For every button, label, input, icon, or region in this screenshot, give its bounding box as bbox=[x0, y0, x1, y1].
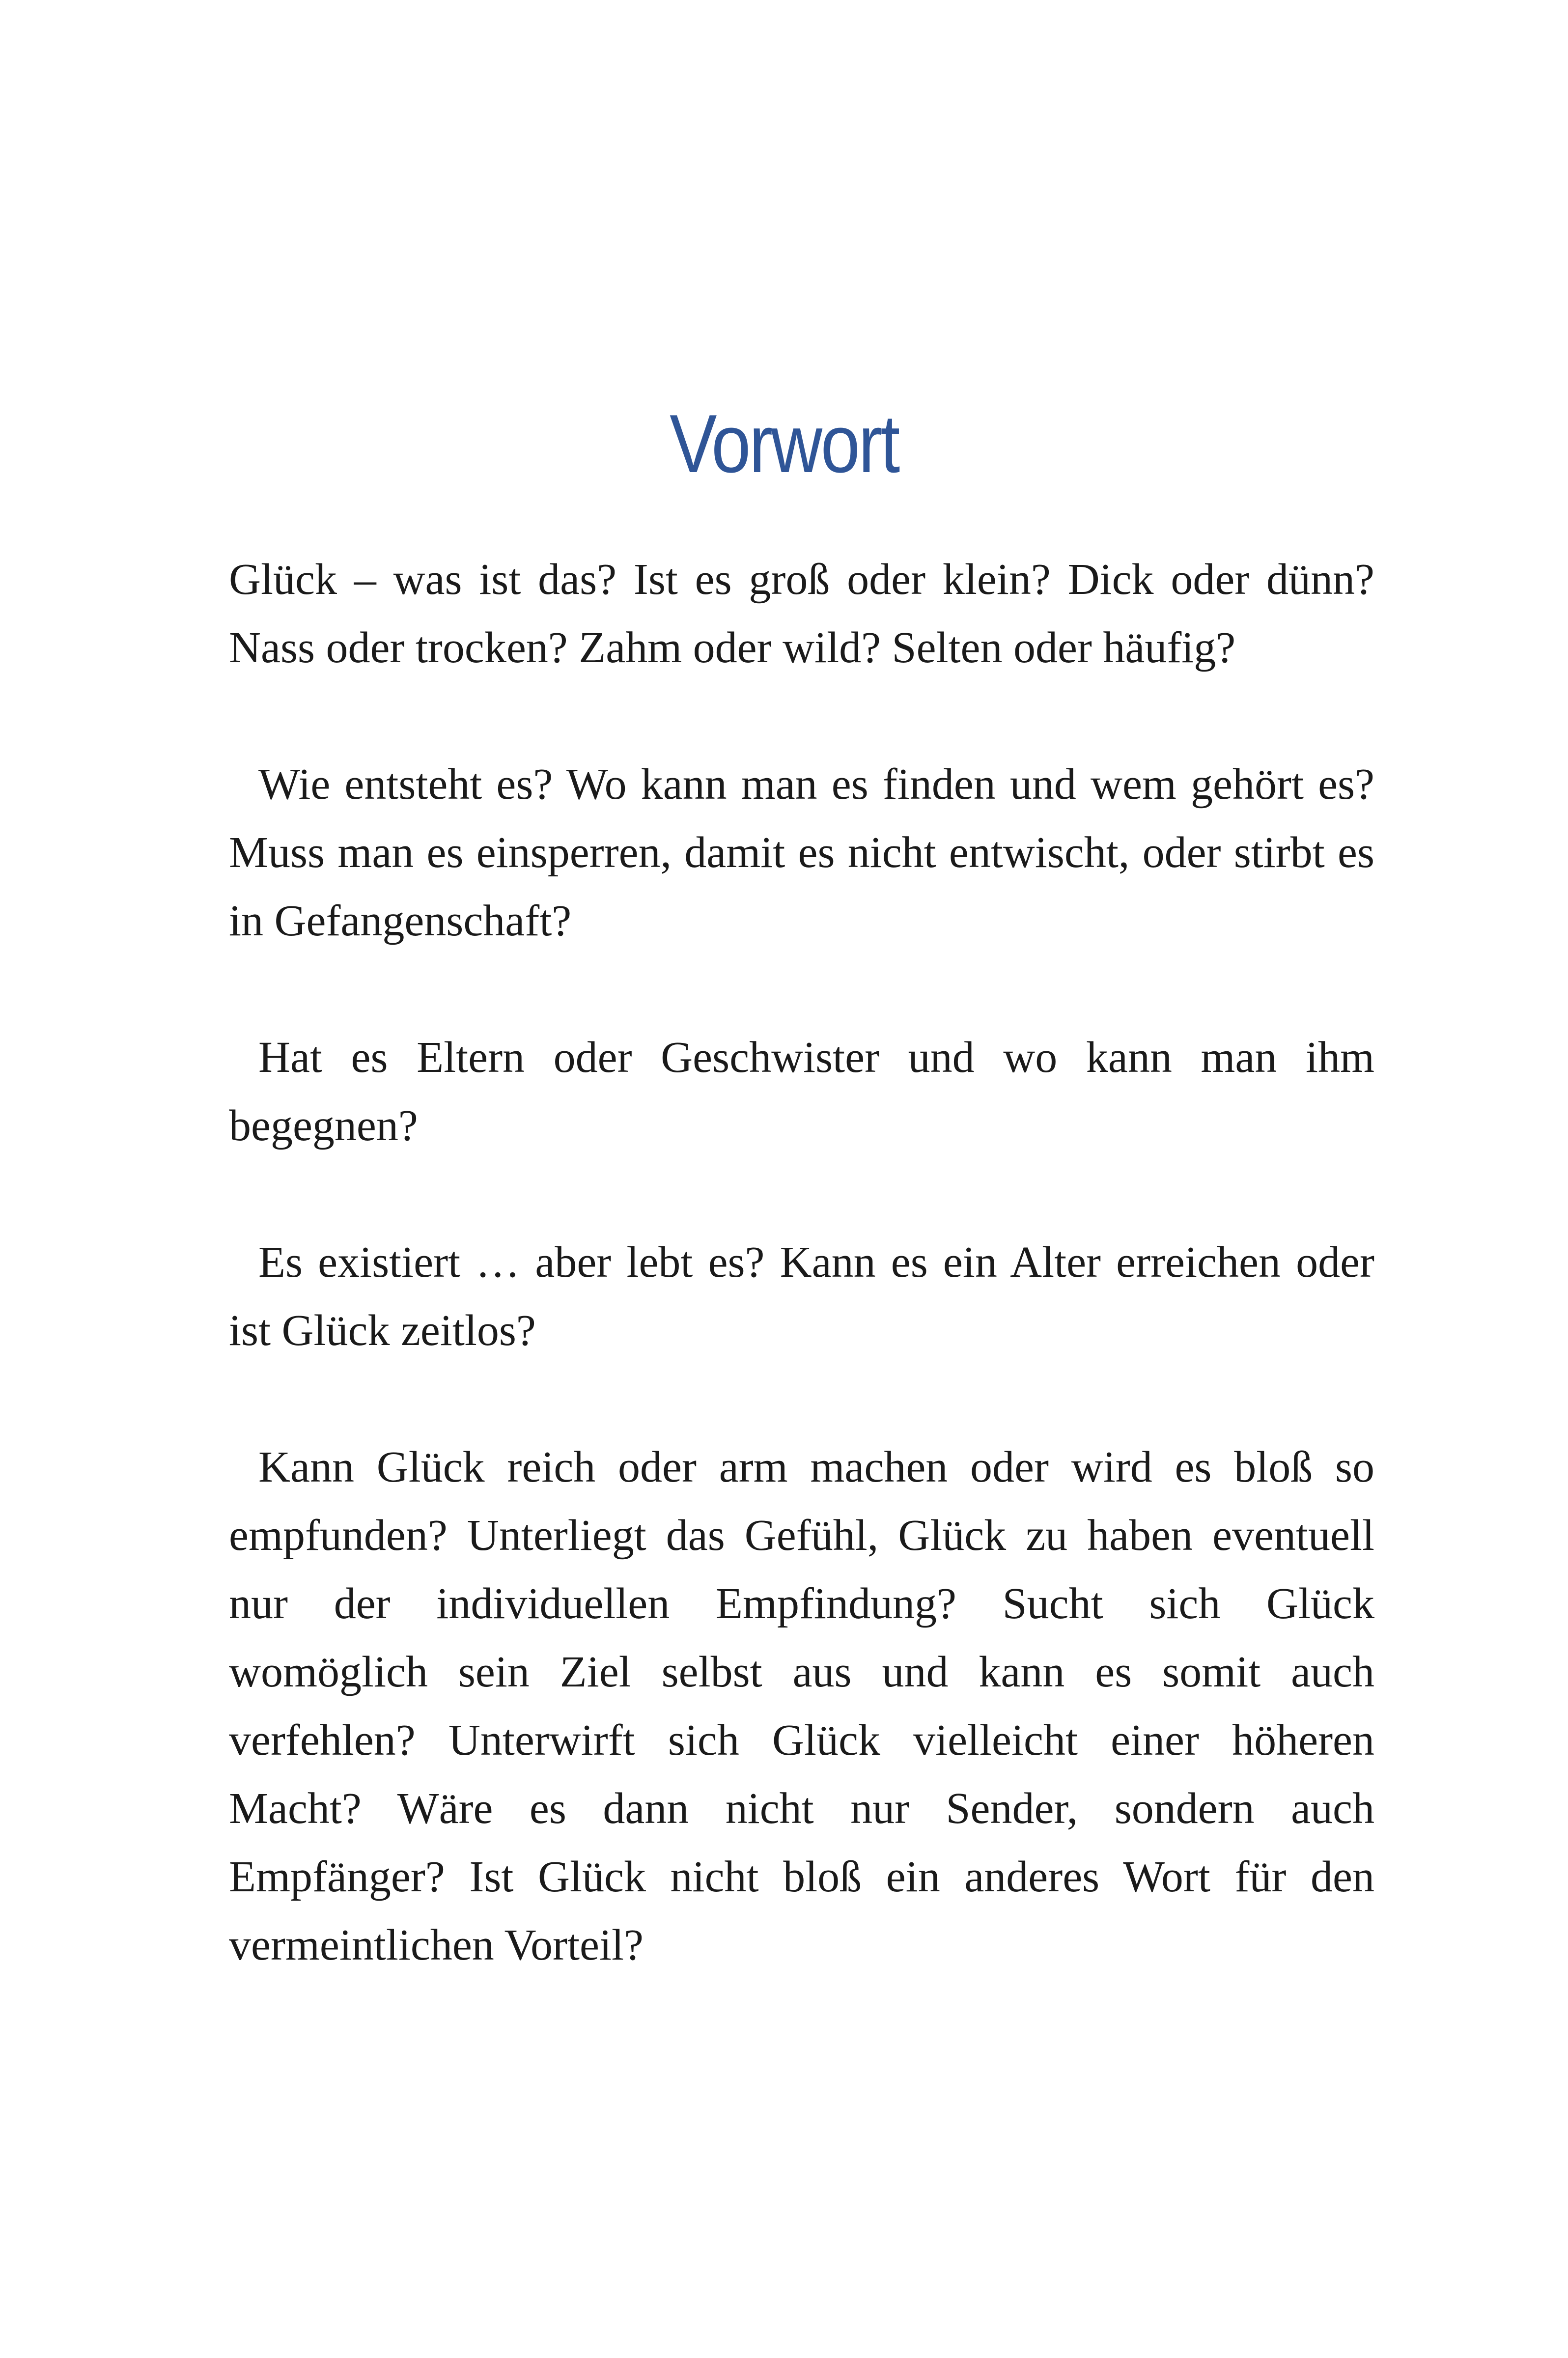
paragraph-4: Es existiert … aber lebt es? Kann es ein Alter erreichen oder ist Glück zeitlos? bbox=[229, 1238, 1374, 1355]
body-text bbox=[229, 545, 1374, 2048]
paragraph-2: Wie entsteht es? Wo kann man es finden und wem gehört es? Muss man es einsperren, damit es nicht entwischt, oder stirbt es in Gefangenschaft? bbox=[229, 760, 1374, 945]
paragraph-5: Kann Glück reich oder arm machen oder wird es bloß so empfunden? Unterliegt das Gefühl, Glück zu haben eventuell nur der individuellen Empfindung? Sucht sich Glück womöglich sein Ziel selbst aus und kann es somit auch verfehlen? Unterwirft sich Glück vielleicht einer höheren Macht? Wäre es dann nicht nur Sender, sondern auch Empfänger? Ist Glück nicht bloß ein anderes Wort für den vermeintlichen Vorteil? bbox=[229, 1443, 1374, 1969]
paragraph-1: Glück – was ist das? Ist es groß oder klein? Dick oder dünn? Nass oder trocken? Zahm oder wild? Selten oder häufig? bbox=[229, 555, 1374, 672]
paragraph-3: Hat es Eltern oder Geschwister und wo kann man ihm begegnen? bbox=[229, 1033, 1374, 1150]
chapter-title: Vorwort bbox=[670, 397, 898, 490]
